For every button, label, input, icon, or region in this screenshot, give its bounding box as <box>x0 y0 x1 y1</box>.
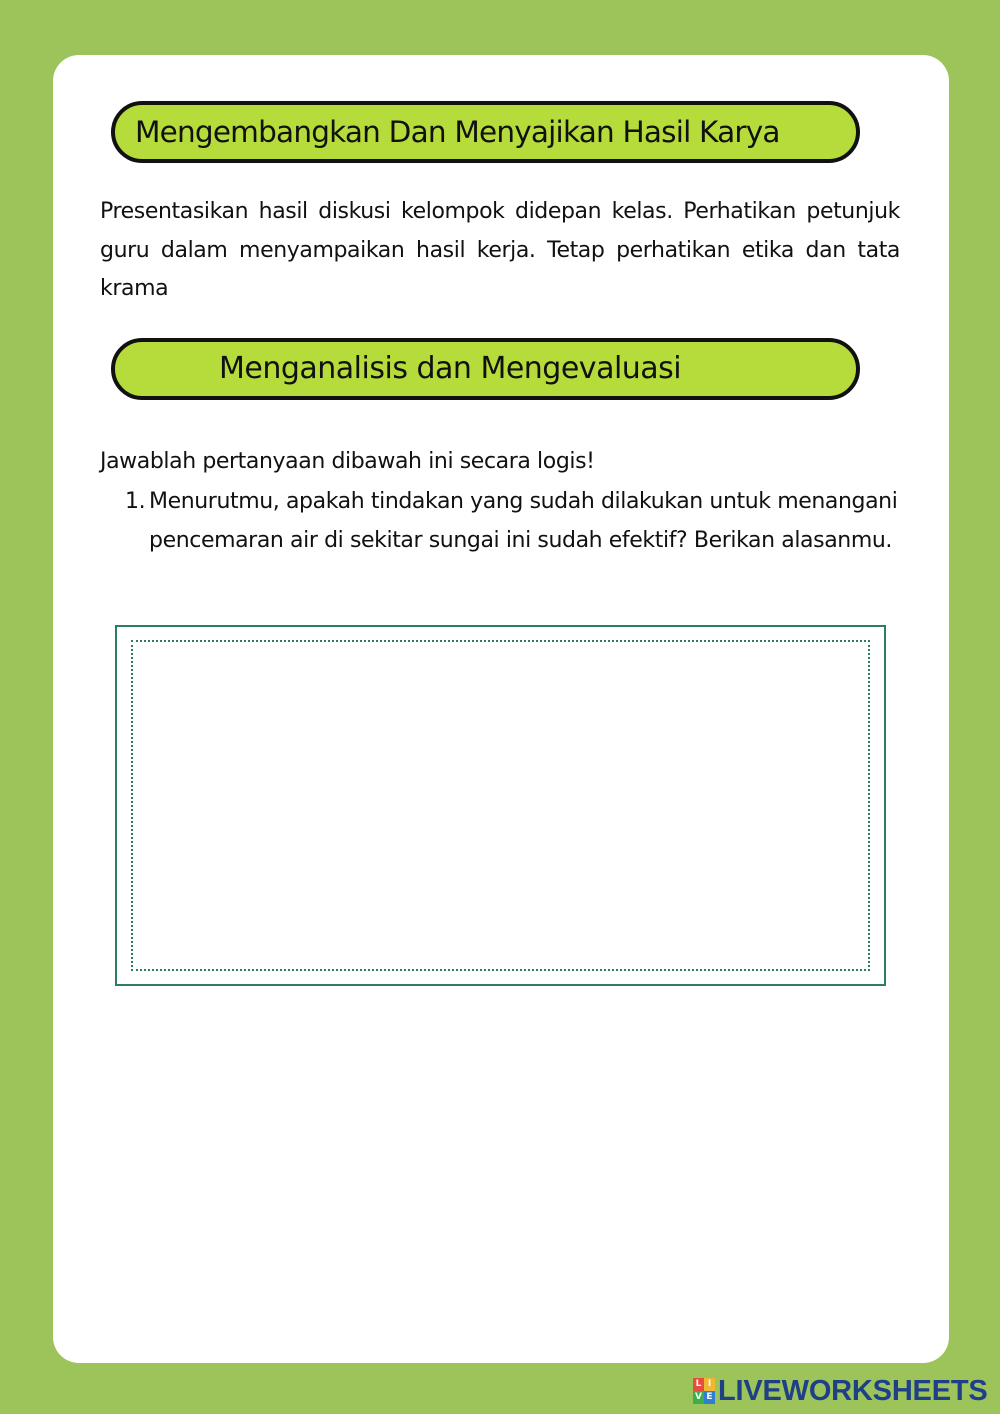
logo-letter: V <box>693 1391 704 1404</box>
section-title: Menganalisis dan Mengevaluasi <box>219 351 682 386</box>
logo-letter: E <box>704 1391 715 1404</box>
section-title-banner <box>111 338 860 400</box>
question-number: 1. <box>125 489 146 514</box>
section-title-banner <box>111 101 860 163</box>
instruction-paragraph: Presentasikan hasil diskusi kelompok didepan kelas. Perhatikan petunjuk guru dalam menyampaikan hasil kerja. Tetap perhatikan etika dan tata krama <box>100 199 900 301</box>
liveworksheets-logo-icon <box>693 1378 715 1404</box>
question-instruction: Jawablah pertanyaan dibawah ini secara logis! <box>100 449 595 474</box>
answer-box[interactable] <box>115 625 886 986</box>
brand-name: LIVEWORKSHEETS <box>718 1374 988 1407</box>
logo-letter: I <box>704 1378 715 1391</box>
question-item <box>125 482 900 560</box>
logo-letter: L <box>693 1378 704 1391</box>
liveworksheets-brand <box>693 1376 988 1406</box>
question-text: Menurutmu, apakah tindakan yang sudah dilakukan untuk menangani pencemaran air di sekitar sungai ini sudah efektif? Berikan alasanmu. <box>149 489 898 553</box>
section-title: Mengembangkan Dan Menyajikan Hasil Karya <box>135 115 780 149</box>
answer-input-area[interactable] <box>131 640 870 971</box>
